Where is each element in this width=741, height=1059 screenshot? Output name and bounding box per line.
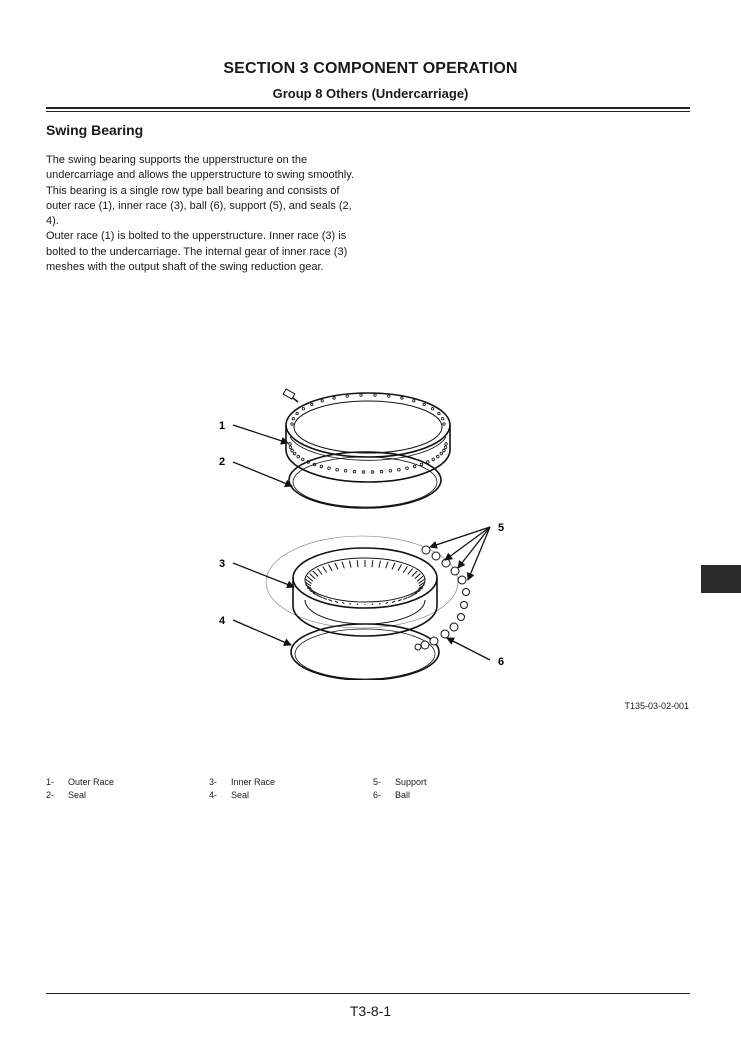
group-title: Group 8 Others (Undercarriage) bbox=[272, 86, 469, 101]
header-rule-thin bbox=[46, 111, 690, 112]
swing-bearing-diagram bbox=[200, 380, 520, 680]
header-rule-thick bbox=[46, 107, 690, 109]
page-heading: Swing Bearing bbox=[46, 122, 144, 138]
legend-item: 2- Seal bbox=[46, 790, 87, 800]
legend-item: 1- Outer Race bbox=[46, 777, 115, 787]
legend-item: 4- Seal bbox=[209, 790, 250, 800]
figure-id: T135-03-02-001 bbox=[624, 701, 689, 711]
legend-item: 3- Inner Race bbox=[209, 777, 276, 787]
callout-3: 3 bbox=[219, 558, 226, 570]
legend-item: 5- Support bbox=[373, 777, 427, 787]
callout-2: 2 bbox=[219, 456, 226, 468]
callout-1: 1 bbox=[219, 420, 226, 432]
callout-4: 4 bbox=[219, 615, 226, 627]
lower-seal bbox=[291, 624, 439, 680]
paragraph: This bearing is a single row type ball bearing and consists of outer race (1), inner race (3), ball (6), support (5), and seals (2, 4). bbox=[46, 184, 352, 228]
grease-fitting bbox=[283, 389, 298, 402]
paragraph: Outer race (1) is bolted to the upperstructure. Inner race (3) is bolted to the undercarriage. The internal gear of inner race (3) meshes with the output shaft of the swing reduction gear. bbox=[46, 230, 348, 274]
legend-column bbox=[46, 776, 114, 802]
section-tab bbox=[701, 565, 741, 593]
inner-race bbox=[293, 548, 437, 636]
legend-item: 6- Ball bbox=[373, 790, 411, 800]
body-text bbox=[46, 153, 366, 275]
legend-column bbox=[209, 776, 275, 802]
section-title: SECTION 3 COMPONENT OPERATION bbox=[223, 60, 518, 77]
page-number: T3-8-1 bbox=[349, 1003, 392, 1019]
footer-rule bbox=[46, 993, 690, 994]
callout-5: 5 bbox=[498, 522, 505, 534]
legend-column bbox=[373, 776, 427, 802]
paragraph: The swing bearing supports the upperstructure on the undercarriage and allows the upperstructure to swing smoothly. bbox=[46, 154, 354, 182]
callout-6: 6 bbox=[498, 656, 505, 668]
